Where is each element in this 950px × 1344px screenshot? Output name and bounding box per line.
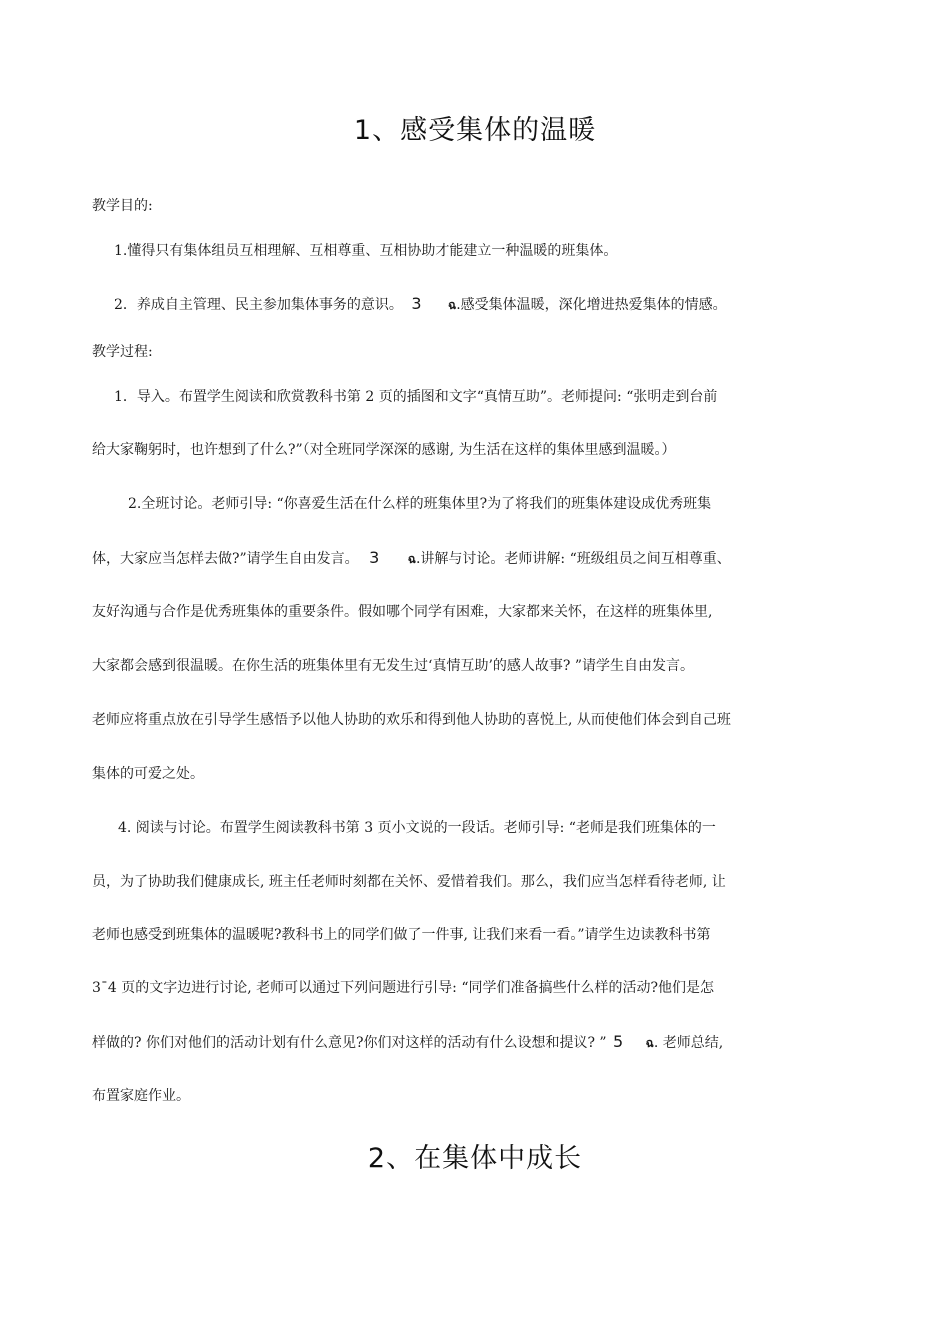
step-1-line-1: 1．导入。布置学生阅读和欣赏教科书第 2 页的插图和文字“真情互助”。老师提问: “张明走到台前 xyxy=(114,389,718,405)
step-3-number: 3 xyxy=(369,548,380,567)
list-marker-glyph: ฉ xyxy=(448,298,457,312)
step-4-line-5 xyxy=(92,1032,882,1053)
objective-3-text: .感受集体温暖，深化增进热爱集体的情感。 xyxy=(456,297,727,313)
step-2-line-1: 2.全班讨论。老师引导: “你喜爱生活在什么样的班集体里?为了将我们的班集体建设成优秀班集 xyxy=(128,496,712,512)
step-4-line-3: 老师也感受到班集体的温暖呢?教科书上的同学们做了一件事, 让我们来看一看。”请学生边读教科书第 xyxy=(92,927,711,943)
lesson-1-title: 1、感受集体的温暖 xyxy=(353,115,597,146)
step-3-line-3: 大家都会感到很温暖。在你生活的班集体里有无发生过‘真情互助’的感人故事? ”请学生自由发言。 xyxy=(92,658,695,674)
step-5-line-2: 布置家庭作业。 xyxy=(92,1088,190,1104)
step-3-line-4: 老师应将重点放在引导学生感悟予以他人协助的欢乐和得到他人协助的喜悦上, 从而使他们体会到自己班 xyxy=(92,712,731,728)
step-5-number: 5 xyxy=(613,1032,624,1051)
step-3-line-2: 友好沟通与合作是优秀班集体的重要条件。假如哪个同学有困难，大家都来关怀，在这样的班集体里, xyxy=(92,604,713,620)
list-marker-glyph: ฉ xyxy=(407,552,416,566)
step-3-line-5: 集体的可爱之处。 xyxy=(92,766,204,782)
step-4-line-2: 员，为了协助我们健康成长, 班主任老师时刻都在关怀、爱惜着我们。那么，我们应当怎样看待老师, 让 xyxy=(92,874,726,890)
list-marker-glyph: ฉ xyxy=(645,1036,654,1050)
step-2-line-2 xyxy=(92,548,882,569)
process-heading: 教学过程: xyxy=(92,344,153,360)
step-4-text: 样做的? 你们对他们的活动计划有什么意见?你们对这样的活动有什么设想和提议? ” xyxy=(92,1035,607,1051)
objective-3-number: 3 xyxy=(411,294,422,313)
step-4-line-4: 3¯4 页的文字边进行讨论, 老师可以通过下列问题进行引导: “同学们准备搞些什么样的活动?他们是怎 xyxy=(92,980,714,996)
objective-2 xyxy=(114,294,904,315)
lesson-2-title: 2、在集体中成长 xyxy=(367,1143,583,1174)
objectives-heading: 教学目的: xyxy=(92,198,153,214)
step-2-text: 体，大家应当怎样去做?”请学生自由发言。 xyxy=(92,551,359,567)
step-4-line-1: 4. 阅读与讨论。布置学生阅读教科书第 3 页小文说的一段话。老师引导: “老师是我们班集体的一 xyxy=(118,820,716,836)
step-3-text: .讲解与讨论。老师讲解: “班级组员之间互相尊重、 xyxy=(415,551,731,567)
step-1-line-2: 给大家鞠躬时，也许想到了什么?”（对全班同学深深的感谢, 为生活在这样的集体里感到温暖。） xyxy=(92,442,676,458)
objective-2-text: 2．养成自主管理、民主参加集体事务的意识。 xyxy=(114,297,403,313)
step-5-text: . 老师总结, xyxy=(653,1035,724,1051)
objective-1: 1.懂得只有集体组员互相理解、互相尊重、互相协助才能建立一种温暖的班集体。 xyxy=(114,243,618,259)
